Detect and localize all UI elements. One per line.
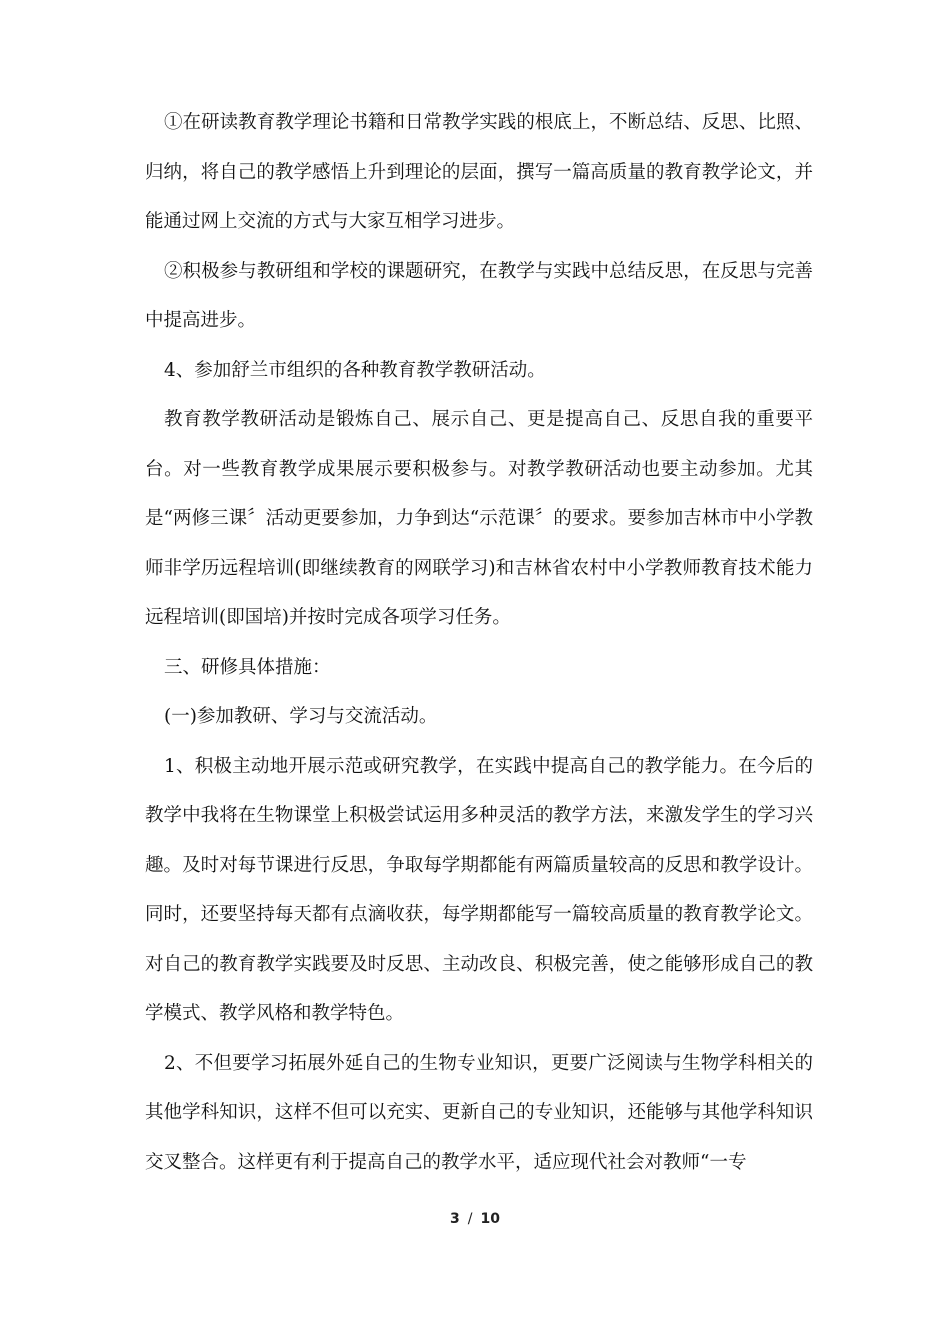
subsection-heading: (一)参加教研、学习与交流活动。 <box>164 706 438 727</box>
current-page-number: 3 <box>450 1211 460 1227</box>
paragraph-3: 4、参加舒兰市组织的各种教育教学教研活动。 <box>164 359 546 381</box>
paragraph-1: ①在研读教育教学理论书籍和日常教学实践的根底上，不断总结、反思、比照、归纳，将自己的教学感悟上升到理论的层面，撰写一篇高质量的教育教学论文，并能通过网上交流的方式与大家互相学习进步。 <box>145 112 813 232</box>
paragraph-7: 1、积极主动地开展示范或研究教学，在实践中提高自己的教学能力。在今后的教学中我将在生物课堂上积极尝试运用多种灵活的教学方法，来激发学生的学习兴趣。及时对每节课进行反思，争取每学期都能有两篇质量较高的反思和教学设计。同时，还要坚持每天都有点滴收获，每学期都能写一篇较高质量的教育教学论文。对自己的教育教学实践要及时反思、主动改良、积极完善，使之能够形成自己的教学模式、教学风格和教学特色。 <box>145 755 813 1024</box>
paragraph-8: 2、不但要学习拓展外延自己的生物专业知识，更要广泛阅读与生物学科相关的其他学科知识，这样不但可以充实、更新自己的专业知识，还能够与其他学科知识交叉整合。这样更有利于提高自己的教学水平，适应现代社会对教师“一专 <box>145 1052 813 1173</box>
paragraph-4: 教育教学教研活动是锻炼自己、展示自己、更是提高自己、反思自我的重要平台。对一些教育教学成果展示要积极参与。对教学教研活动也要主动参加。尤其是“两修三课〞活动更要参加，力争到达“示范课〞的要求。要参加吉林市中小学教师非学历远程培训(即继续教育的网联学习)和吉林省农村中小学教师教育技术能力远程培训(即国培)并按时完成各项学习任务。 <box>145 409 813 628</box>
total-pages-number: 10 <box>480 1211 500 1227</box>
document-body <box>145 98 813 1187</box>
section-heading: 三、研修具体措施： <box>164 656 331 678</box>
page-separator: / <box>467 1211 473 1227</box>
page-number-footer <box>0 1211 950 1227</box>
paragraph-2: ②积极参与教研组和学校的课题研究，在教学与实践中总结反思，在反思与完善中提高进步。 <box>145 260 813 331</box>
